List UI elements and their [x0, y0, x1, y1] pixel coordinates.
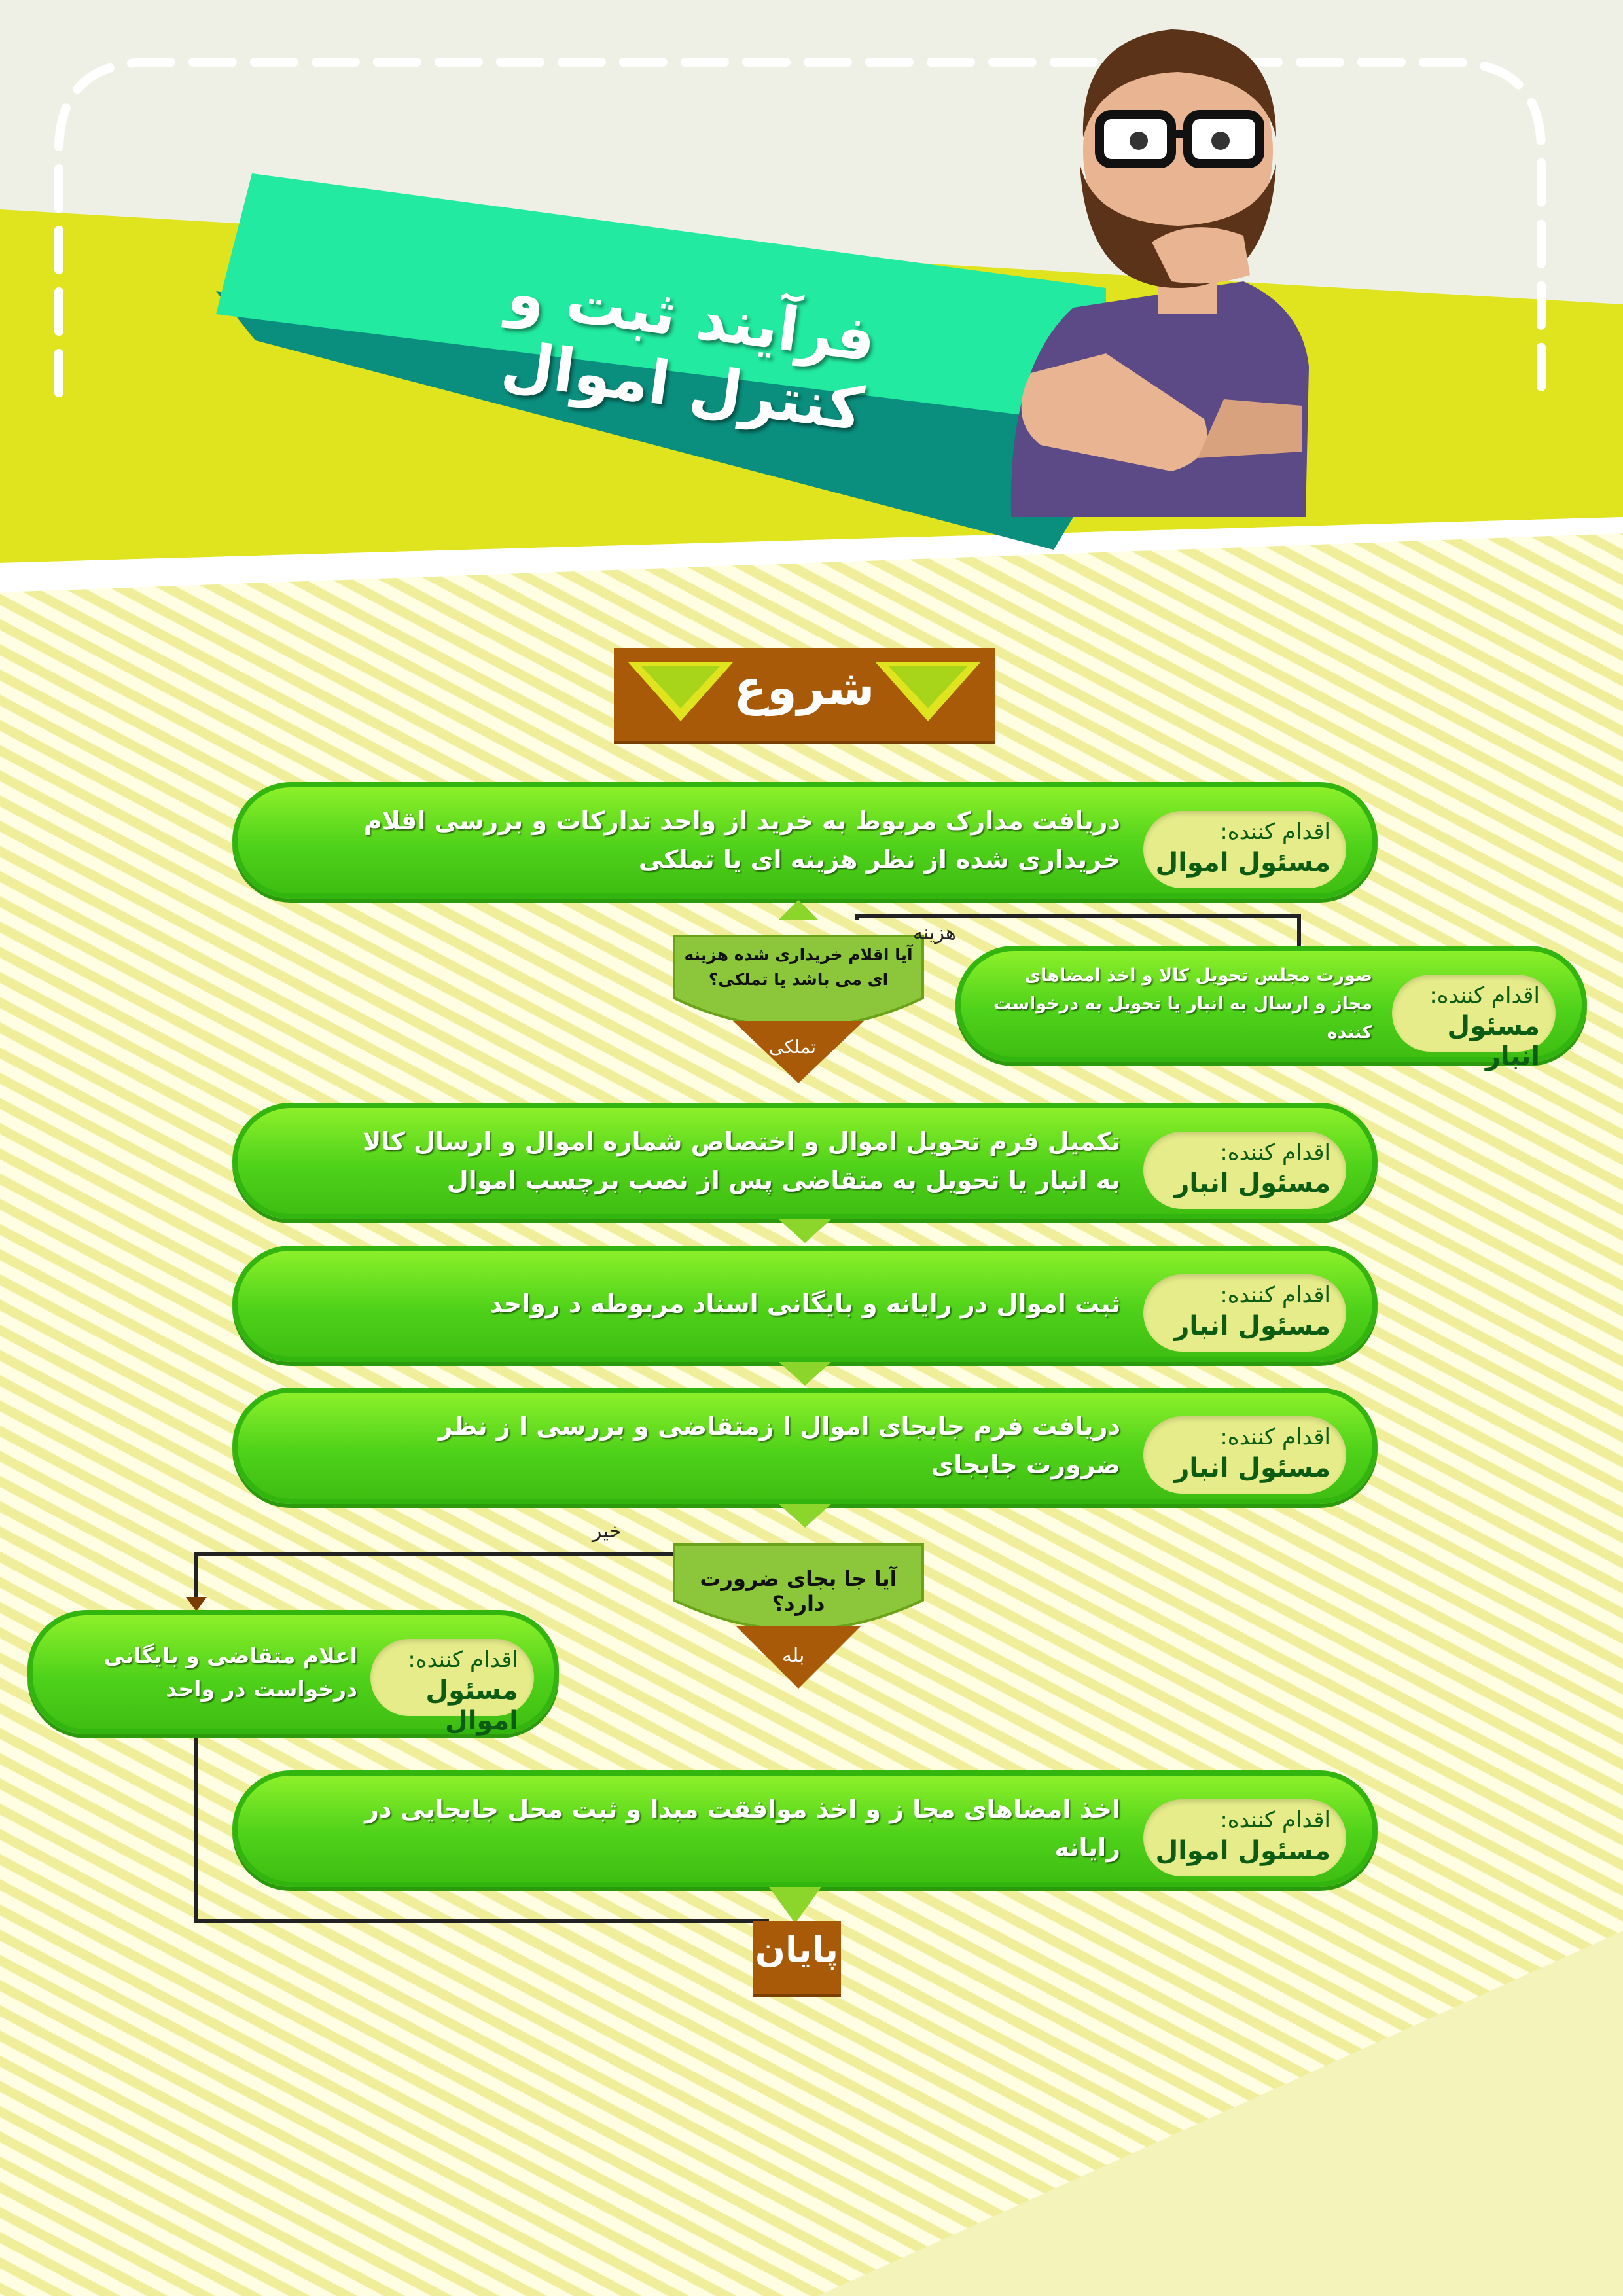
connector-arrow — [779, 1504, 831, 1530]
actor-badge — [1143, 811, 1346, 888]
decision-question: آیا اقلام خریداری شده هزینه ای می باشد یا تملکی؟ — [684, 945, 913, 989]
step-text: تکمیل فرم تحویل اموال و اختصاص شماره اموال و ارسال کالا به انبار یا تحویل به متقاضی پس از نصب برچسب اموال — [363, 1127, 1120, 1194]
end-label: پایان — [755, 1929, 839, 1970]
step-box — [27, 1610, 559, 1734]
decision-2-shape — [671, 1541, 926, 1698]
actor-name: مسئول انبار — [1174, 1168, 1330, 1198]
step-text: اعلام متقاضی و بایگانی درخواست در واحد — [103, 1642, 357, 1702]
actor-label: اقدام کننده: — [1220, 1282, 1330, 1308]
actor-badge — [1392, 975, 1556, 1071]
actor-badge — [1143, 1132, 1346, 1209]
decision-no-label: هزینه — [913, 922, 956, 944]
actor-label: اقدام کننده: — [1220, 1139, 1330, 1166]
step-text: اخذ امضاهای مجا ز و اخذ موافقت مبدا و ثبت محل جابجایی در رایانه — [365, 1795, 1120, 1862]
actor-name: مسئول انبار — [1174, 1453, 1330, 1483]
decision-question: آیا جا بجای ضرورت دارد؟ — [700, 1566, 897, 1616]
step-text: دریافت مدارک مربوط به خرید از واحد تدارکات و بررسی اقلام خریداری شده از نظر هزینه ای یا تملکی — [363, 806, 1120, 874]
step-box — [232, 782, 1378, 899]
decision-1-shape — [671, 900, 926, 1090]
actor-badge — [1143, 1416, 1346, 1494]
actor-name: مسئول اموال — [1155, 848, 1330, 878]
step-box — [955, 946, 1587, 1071]
decision-no-label: خیر — [592, 1520, 622, 1543]
actor-label: اقدام کننده: — [1429, 982, 1540, 1009]
start-label: شروع — [734, 660, 875, 716]
decision-yes-label: بله — [782, 1644, 805, 1667]
actor-badge — [370, 1639, 534, 1736]
step-box — [232, 1246, 1378, 1362]
step-text: ثبت اموال در رایانه و بایگانی اسناد مربوطه د رواحد — [489, 1289, 1120, 1318]
decision-yes-label: تملکی — [769, 1036, 817, 1058]
actor-badge — [1143, 1274, 1346, 1352]
connector-arrow — [779, 1219, 831, 1246]
actor-name: مسئول اموال — [425, 1676, 518, 1736]
actor-name: مسئول اموال — [1155, 1836, 1330, 1866]
page-title: فرآیند ثبت و کنترل اموال — [497, 258, 880, 445]
step-text: دریافت فرم جابجای اموال ا زمتقاضی و بررسی ا ز نظر ضرورت جابجای — [438, 1412, 1120, 1479]
connector-arrow — [769, 1887, 821, 1926]
step-box — [232, 1388, 1378, 1504]
end-block — [753, 1921, 841, 1994]
step-text: صورت مجلس تحویل کالا و اخذ امضاهای مجاز و ارسال به انبار یا تحویل به درخواست کننده — [993, 965, 1372, 1043]
actor-label: اقدام کننده: — [1220, 1807, 1330, 1833]
step-box — [232, 1770, 1378, 1887]
actor-label: اقدام کننده: — [408, 1647, 518, 1673]
actor-label: اقدام کننده: — [1220, 1424, 1330, 1450]
start-block — [614, 648, 995, 741]
actor-label: اقدام کننده: — [1220, 819, 1330, 845]
connector-arrow — [779, 1362, 831, 1388]
actor-name: مسئول انبار — [1447, 1011, 1540, 1071]
actor-name: مسئول انبار — [1174, 1311, 1330, 1341]
step-box — [232, 1103, 1378, 1219]
actor-badge — [1143, 1799, 1346, 1876]
